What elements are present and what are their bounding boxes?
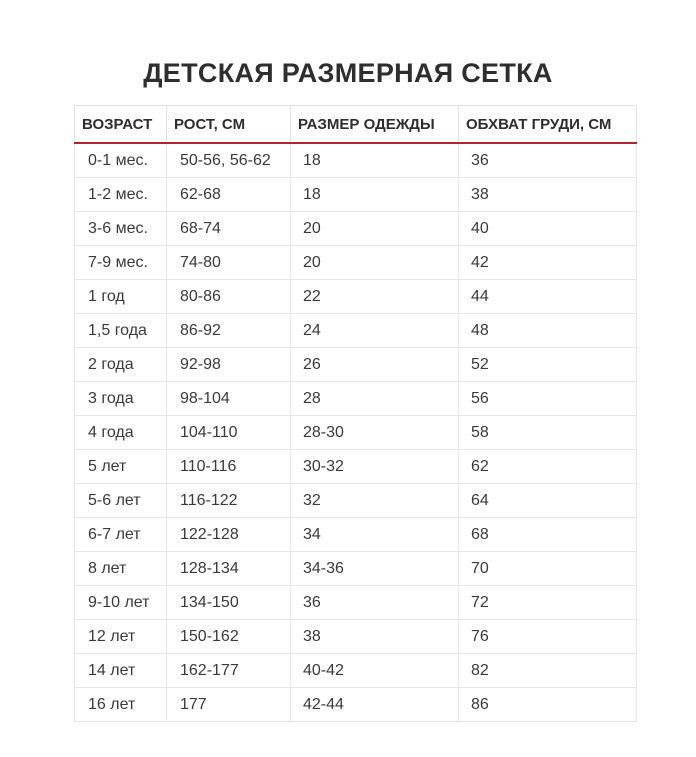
cell-chest: 58 bbox=[459, 416, 637, 450]
table-row bbox=[75, 586, 637, 620]
column-header-chest: ОБХВАТ ГРУДИ, СМ bbox=[459, 106, 637, 144]
cell-chest: 42 bbox=[459, 246, 637, 280]
column-header-clothing-size: РАЗМЕР ОДЕЖДЫ bbox=[291, 106, 459, 144]
cell-height: 74-80 bbox=[167, 246, 291, 280]
cell-age: 1-2 мес. bbox=[75, 178, 167, 212]
cell-chest: 70 bbox=[459, 552, 637, 586]
cell-clothing-size: 18 bbox=[291, 178, 459, 212]
cell-height: 116-122 bbox=[167, 484, 291, 518]
table-row bbox=[75, 518, 637, 552]
cell-age: 8 лет bbox=[75, 552, 167, 586]
cell-height: 122-128 bbox=[167, 518, 291, 552]
cell-height: 134-150 bbox=[167, 586, 291, 620]
cell-age: 0-1 мес. bbox=[75, 143, 167, 178]
table-row bbox=[75, 620, 637, 654]
table-row bbox=[75, 178, 637, 212]
cell-clothing-size: 40-42 bbox=[291, 654, 459, 688]
cell-chest: 64 bbox=[459, 484, 637, 518]
table-row bbox=[75, 416, 637, 450]
cell-height: 98-104 bbox=[167, 382, 291, 416]
cell-chest: 56 bbox=[459, 382, 637, 416]
cell-age: 4 года bbox=[75, 416, 167, 450]
cell-height: 62-68 bbox=[167, 178, 291, 212]
cell-height: 68-74 bbox=[167, 212, 291, 246]
cell-height: 110-116 bbox=[167, 450, 291, 484]
cell-height: 80-86 bbox=[167, 280, 291, 314]
cell-chest: 44 bbox=[459, 280, 637, 314]
column-header-height: РОСТ, СМ bbox=[167, 106, 291, 144]
table-body bbox=[75, 143, 637, 722]
cell-chest: 82 bbox=[459, 654, 637, 688]
cell-chest: 40 bbox=[459, 212, 637, 246]
cell-age: 7-9 мес. bbox=[75, 246, 167, 280]
cell-clothing-size: 24 bbox=[291, 314, 459, 348]
cell-chest: 48 bbox=[459, 314, 637, 348]
cell-chest: 86 bbox=[459, 688, 637, 722]
cell-chest: 76 bbox=[459, 620, 637, 654]
cell-clothing-size: 34 bbox=[291, 518, 459, 552]
cell-chest: 68 bbox=[459, 518, 637, 552]
cell-clothing-size: 18 bbox=[291, 143, 459, 178]
cell-chest: 52 bbox=[459, 348, 637, 382]
table-row bbox=[75, 143, 637, 178]
table-row bbox=[75, 484, 637, 518]
table-header bbox=[75, 106, 637, 144]
cell-height: 128-134 bbox=[167, 552, 291, 586]
cell-height: 50-56, 56-62 bbox=[167, 143, 291, 178]
cell-height: 150-162 bbox=[167, 620, 291, 654]
cell-clothing-size: 38 bbox=[291, 620, 459, 654]
cell-age: 16 лет bbox=[75, 688, 167, 722]
cell-age: 5 лет bbox=[75, 450, 167, 484]
cell-clothing-size: 42-44 bbox=[291, 688, 459, 722]
cell-age: 12 лет bbox=[75, 620, 167, 654]
column-header-age: ВОЗРАСТ bbox=[75, 106, 167, 144]
cell-chest: 38 bbox=[459, 178, 637, 212]
table-row bbox=[75, 246, 637, 280]
cell-clothing-size: 34-36 bbox=[291, 552, 459, 586]
table-row bbox=[75, 450, 637, 484]
cell-age: 14 лет bbox=[75, 654, 167, 688]
cell-chest: 72 bbox=[459, 586, 637, 620]
table-row bbox=[75, 314, 637, 348]
cell-age: 2 года bbox=[75, 348, 167, 382]
cell-age: 1,5 года bbox=[75, 314, 167, 348]
cell-height: 177 bbox=[167, 688, 291, 722]
header-row bbox=[75, 106, 637, 144]
cell-chest: 62 bbox=[459, 450, 637, 484]
cell-height: 86-92 bbox=[167, 314, 291, 348]
cell-clothing-size: 36 bbox=[291, 586, 459, 620]
cell-clothing-size: 22 bbox=[291, 280, 459, 314]
cell-age: 9-10 лет bbox=[75, 586, 167, 620]
page-title: ДЕТСКАЯ РАЗМЕРНАЯ СЕТКА bbox=[143, 58, 553, 88]
table-row bbox=[75, 280, 637, 314]
cell-age: 5-6 лет bbox=[75, 484, 167, 518]
cell-height: 92-98 bbox=[167, 348, 291, 382]
cell-age: 1 год bbox=[75, 280, 167, 314]
cell-clothing-size: 32 bbox=[291, 484, 459, 518]
table-row bbox=[75, 688, 637, 722]
cell-height: 162-177 bbox=[167, 654, 291, 688]
table-row bbox=[75, 654, 637, 688]
cell-clothing-size: 26 bbox=[291, 348, 459, 382]
cell-age: 6-7 лет bbox=[75, 518, 167, 552]
cell-height: 104-110 bbox=[167, 416, 291, 450]
table-row bbox=[75, 348, 637, 382]
cell-clothing-size: 30-32 bbox=[291, 450, 459, 484]
cell-clothing-size: 20 bbox=[291, 246, 459, 280]
cell-clothing-size: 28-30 bbox=[291, 416, 459, 450]
table-row bbox=[75, 212, 637, 246]
cell-age: 3-6 мес. bbox=[75, 212, 167, 246]
cell-chest: 36 bbox=[459, 143, 637, 178]
cell-age: 3 года bbox=[75, 382, 167, 416]
table-row bbox=[75, 552, 637, 586]
size-table bbox=[74, 105, 637, 722]
cell-clothing-size: 28 bbox=[291, 382, 459, 416]
size-chart bbox=[74, 105, 636, 722]
table-row bbox=[75, 382, 637, 416]
cell-clothing-size: 20 bbox=[291, 212, 459, 246]
